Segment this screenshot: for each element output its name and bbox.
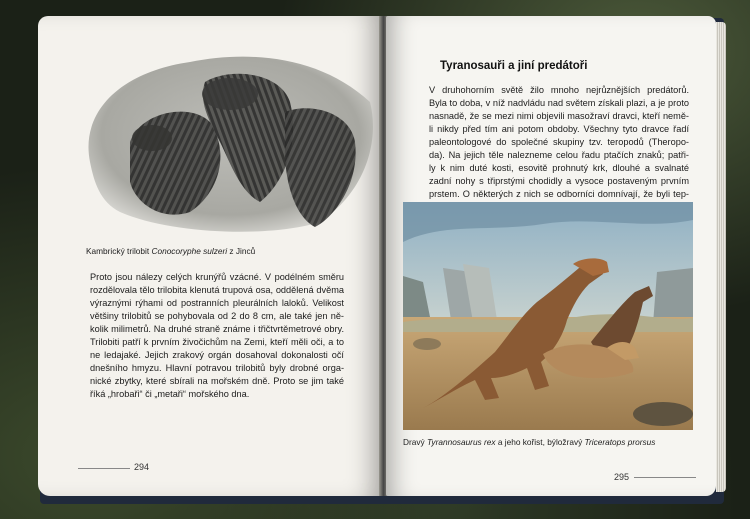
section-heading: Tyranosauři a jiní predátoři [440, 60, 588, 72]
page-edges [716, 22, 726, 492]
trilobite-fossil-photo [80, 42, 380, 238]
left-body-text: Proto jsou nálezy celých krunýřů vzácné. V podélném směru rozdělovala tělo trilobita klenutá trupová osa, oddělená dvěma výraznými rýhami od postranních pleurálních laloků. Velikost většiny trilobitů se pohybovala od 2 do 8 cm, ale také jen ně- kolik milimetrů. Na druhé straně známe i třičtvrtěmetrové obry. Trilobiti patří k prvním živočichům na Zemi, kteří měli oči, a to ne ledajaké. Jejich zrakový orgán dosahoval dokonalosti očí dnešního hmyzu. Hlavní potravou trilobitů byly drobné orga- nické zbytky, které sbírali na mořském dně. Proto se jim také říká „hrobaři“ či „metaři“ mořského dna. [90, 272, 344, 399]
footer-rule-right [634, 477, 696, 478]
page-number-left: 294 [134, 462, 150, 472]
fossil-caption: Kambrický trilobit Conocoryphe sulzeri z Jinců [86, 246, 256, 256]
dinosaur-illustration [403, 202, 693, 430]
right-page [386, 16, 716, 496]
footer-rule-left [78, 468, 130, 469]
page-number-right: 295 [614, 472, 630, 482]
open-book [36, 14, 726, 500]
left-page [38, 16, 382, 496]
dinosaur-caption: Dravý Tyrannosaurus rex a jeho kořist, býložravý Triceratops prorsus [403, 437, 656, 447]
right-body-text: V druhohorním světě žilo mnoho nejrůznějších predátorů. Byla to doba, v níž nadvládu nad světem získali plazi, a je proto nasnadě, že se mezi nimi objevili masožraví dravci, kteří nemě- li nikdy před tím ani potom obdoby. Všechny tyto dravce řadí paleontologové do společné skupiny tzv. teropodů (Theropo- da). Na jejich těle nalezneme celou řadu ptačích znaků; patři- ly k nim duté kosti, esovitě prohnutý krk, dlouhé a svalnaté zadní nohy s třiprstými chodidly a vysoce postaveným prvním prstem. O některých z nich se odborníci domnívají, že byli tep- [429, 85, 689, 199]
